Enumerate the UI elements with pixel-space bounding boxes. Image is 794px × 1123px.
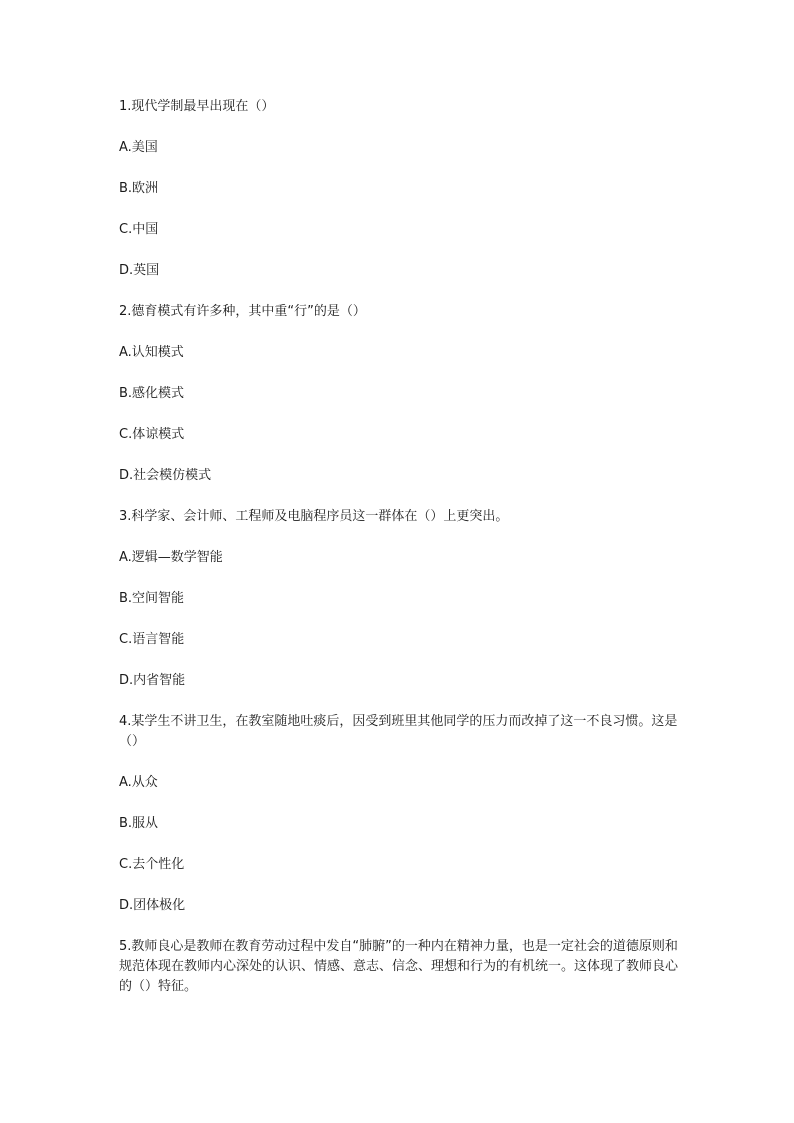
question-4-option-b: B.服从: [119, 816, 159, 831]
question-3-option-d: D.内省智能: [119, 673, 186, 688]
question-2-stem: 2.德育模式有许多种，其中重“行”的是（）: [119, 304, 366, 319]
question-4-option-c: C.去个性化: [119, 857, 185, 872]
question-2-option-c: C.体谅模式: [119, 427, 185, 442]
question-1-option-c: C.中国: [119, 222, 159, 237]
question-3-option-c: C.语言智能: [119, 632, 185, 647]
question-1-option-a: A.美国: [119, 140, 158, 155]
question-5-stem: 5.教师良心是教师在教育劳动过程中发自“肺腑”的一种内在精神力量，也是一定社会的道德原则和规范体现在教师内心深处的认识、情感、意志、信念、理想和行为的有机统一。这体现了教师良心的（）特征。: [119, 939, 679, 994]
question-4-option-a: A.从众: [119, 775, 158, 790]
question-1-option-b: B.欧洲: [119, 181, 159, 196]
question-3-option-b: B.空间智能: [119, 591, 185, 606]
question-4-stem: 4.某学生不讲卫生，在教室随地吐痰后，因受到班里其他同学的压力而改掉了这一不良习惯。这是（）: [119, 714, 678, 749]
question-3-stem: 3.科学家、会计师、工程师及电脑程序员这一群体在（）上更突出。: [119, 509, 509, 524]
question-4-option-d: D.团体极化: [119, 898, 186, 913]
question-2-option-d: D.社会模仿模式: [119, 468, 212, 483]
question-3-option-a: A.逻辑—数学智能: [119, 550, 223, 565]
question-1-option-d: D.英国: [119, 263, 160, 278]
question-2-option-a: A.认知模式: [119, 345, 184, 360]
question-2-option-b: B.感化模式: [119, 386, 185, 401]
question-1-stem: 1.现代学制最早出现在（）: [119, 99, 275, 114]
question-list: [119, 97, 681, 997]
